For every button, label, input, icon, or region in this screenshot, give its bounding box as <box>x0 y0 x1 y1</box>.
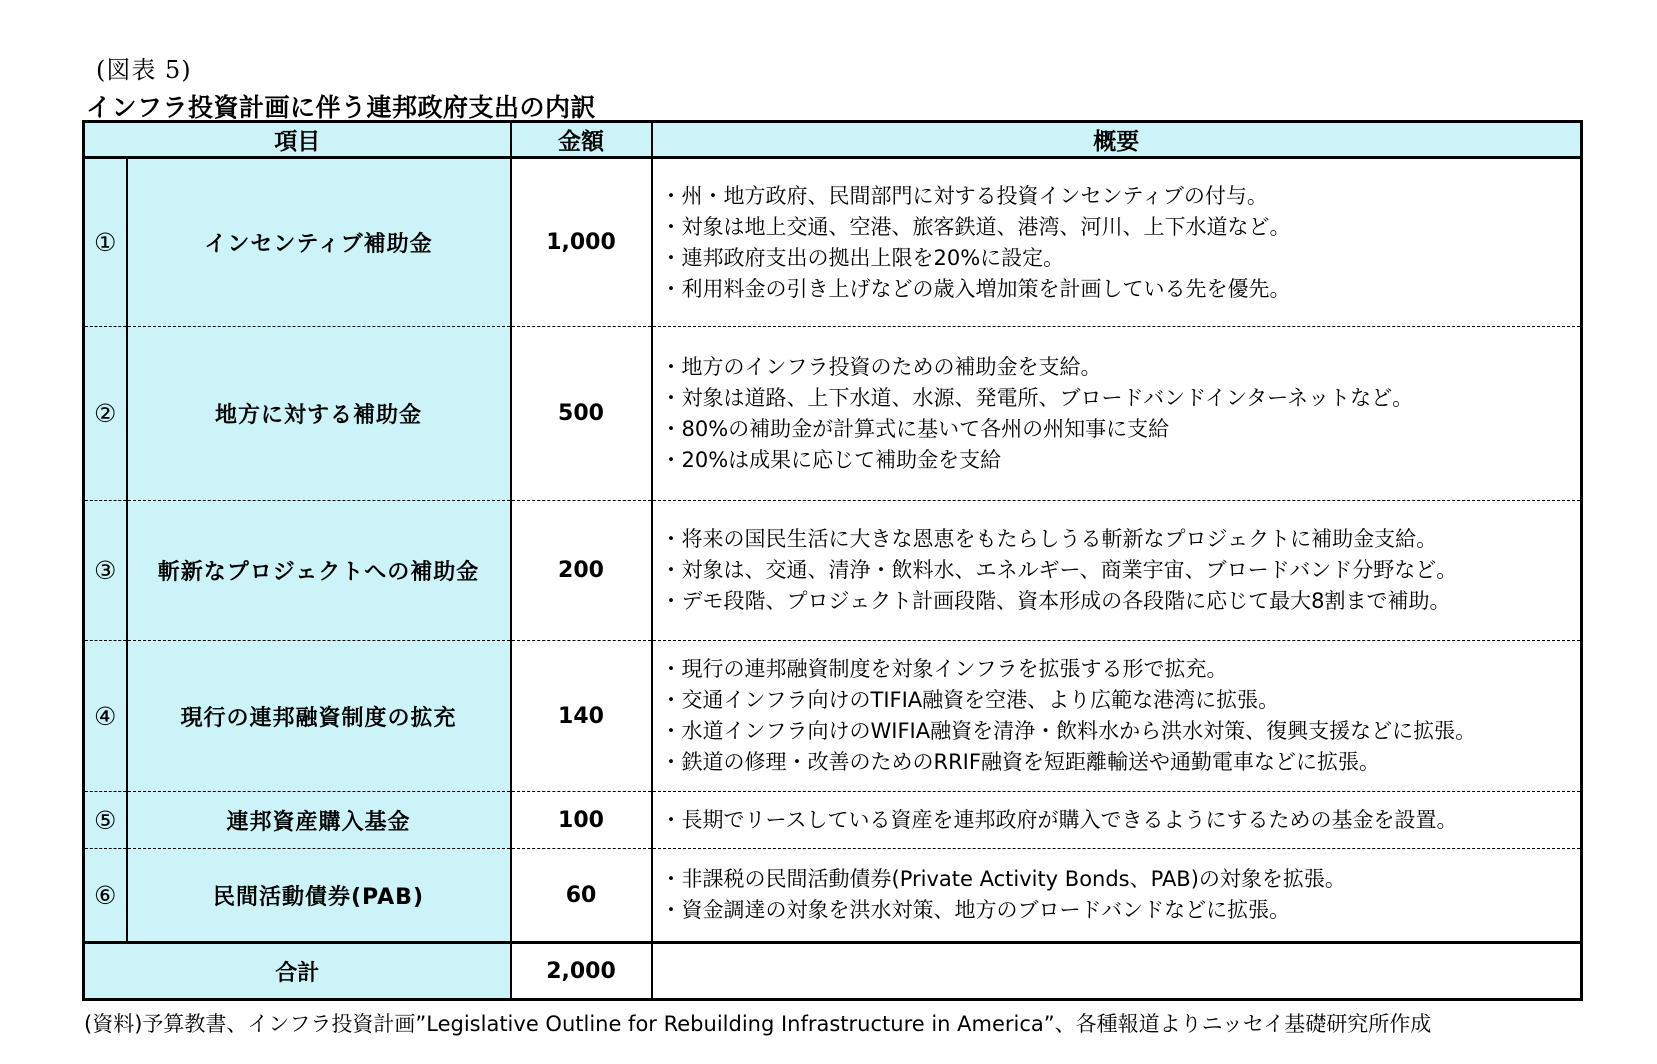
table-row <box>84 501 1582 641</box>
summary-line: ・対象は道路、上下水道、水源、発電所、ブロードバンドインターネットなど。 <box>660 385 1414 410</box>
row-number: ④ <box>84 641 127 792</box>
row-number: ① <box>84 158 127 327</box>
row-item-name: 斬新なプロジェクトへの補助金 <box>127 501 511 641</box>
figure-title: インフラ投資計画に伴う連邦政府支出の内訳 <box>86 93 597 122</box>
summary-line: ・長期でリースしている資産を連邦政府が購入できるようにするための基金を設置。 <box>660 807 1458 832</box>
total-amount: 2,000 <box>511 943 652 1000</box>
header-summary: 概要 <box>652 122 1582 158</box>
row-amount: 60 <box>511 849 652 943</box>
summary-line: ・デモ段階、プロジェクト計画段階、資本形成の各段階に応じて最大8割まで補助。 <box>660 589 1451 613</box>
row-item-name: 地方に対する補助金 <box>127 327 511 501</box>
summary-line: ・資金調達の対象を洪水対策、地方のブロードバンドなどに拡張。 <box>660 898 1291 922</box>
row-item-name: 連邦資産購入基金 <box>127 792 511 849</box>
table-row <box>84 792 1582 849</box>
row-summary <box>652 158 1582 327</box>
summary-line: ・20%は成果に応じて補助金を支給 <box>660 447 1002 472</box>
row-amount: 200 <box>511 501 652 641</box>
summary-line: ・水道インフラ向けのWIFIA融資を清浄・飲料水から洪水対策、復興支援などに拡張。 <box>660 719 1477 743</box>
row-item-name: 現行の連邦融資制度の拡充 <box>127 641 511 792</box>
summary-line: ・現行の連邦融資制度を対象インフラを拡張する形で拡充。 <box>660 657 1228 681</box>
row-number: ② <box>84 327 127 501</box>
source-note: (資料)予算教書、インフラ投資計画”Legislative Outline for Rebuilding Infrastructure in America”、各種報道よりニッセイ基礎研究所作成 <box>84 1012 1432 1036</box>
summary-line: ・州・地方政府、民間部門に対する投資インセンティブの付与。 <box>660 183 1268 208</box>
header-item: 項目 <box>84 122 511 158</box>
row-amount: 100 <box>511 792 652 849</box>
table-row <box>84 641 1582 792</box>
summary-line: ・将来の国民生活に大きな恩恵をもたらしうる斬新なプロジェクトに補助金支給。 <box>660 527 1438 551</box>
summary-line: ・地方のインフラ投資のための補助金を支給。 <box>660 354 1102 379</box>
row-number: ⑤ <box>84 792 127 849</box>
row-summary <box>652 849 1582 943</box>
summary-line: ・80%の補助金が計算式に基いて各州の州知事に支給 <box>660 416 1170 441</box>
row-summary <box>652 501 1582 641</box>
table-row <box>84 849 1582 943</box>
row-summary <box>652 327 1582 501</box>
header-amount: 金額 <box>511 122 652 158</box>
row-number: ⑥ <box>84 849 127 943</box>
summary-line: ・対象は地上交通、空港、旅客鉄道、港湾、河川、上下水道など。 <box>660 214 1291 239</box>
summary-line: ・非課税の民間活動債券(Private Activity Bonds、PAB)の対象を拡張。 <box>660 867 1346 891</box>
figure-label: (図表 5) <box>96 56 192 84</box>
summary-line: ・連邦政府支出の拠出上限を20%に設定。 <box>660 245 1065 270</box>
summary-line: ・交通インフラ向けのTIFIA融資を空港、より広範な港湾に拡張。 <box>660 688 1280 712</box>
row-item-name: インセンティブ補助金 <box>127 158 511 327</box>
row-amount: 1,000 <box>511 158 652 327</box>
total-row <box>84 943 1582 1000</box>
table-header-row <box>84 122 1582 158</box>
summary-line: ・鉄道の修理・改善のためのRRIF融資を短距離輸送や通勤電車などに拡張。 <box>660 750 1380 774</box>
summary-line: ・利用料金の引き上げなどの歳入増加策を計画している先を優先。 <box>660 276 1291 301</box>
spending-breakdown-table <box>82 120 1583 1001</box>
total-summary-empty <box>652 943 1582 1000</box>
summary-line: ・対象は、交通、清浄・飲料水、エネルギー、商業宇宙、ブロードバンド分野など。 <box>660 558 1458 582</box>
row-number: ③ <box>84 501 127 641</box>
row-amount: 140 <box>511 641 652 792</box>
table-row <box>84 327 1582 501</box>
row-summary <box>652 641 1582 792</box>
row-item-name: 民間活動債券(PAB) <box>127 849 511 943</box>
row-amount: 500 <box>511 327 652 501</box>
total-label: 合計 <box>84 943 511 1000</box>
table-row <box>84 158 1582 327</box>
row-summary <box>652 792 1582 849</box>
